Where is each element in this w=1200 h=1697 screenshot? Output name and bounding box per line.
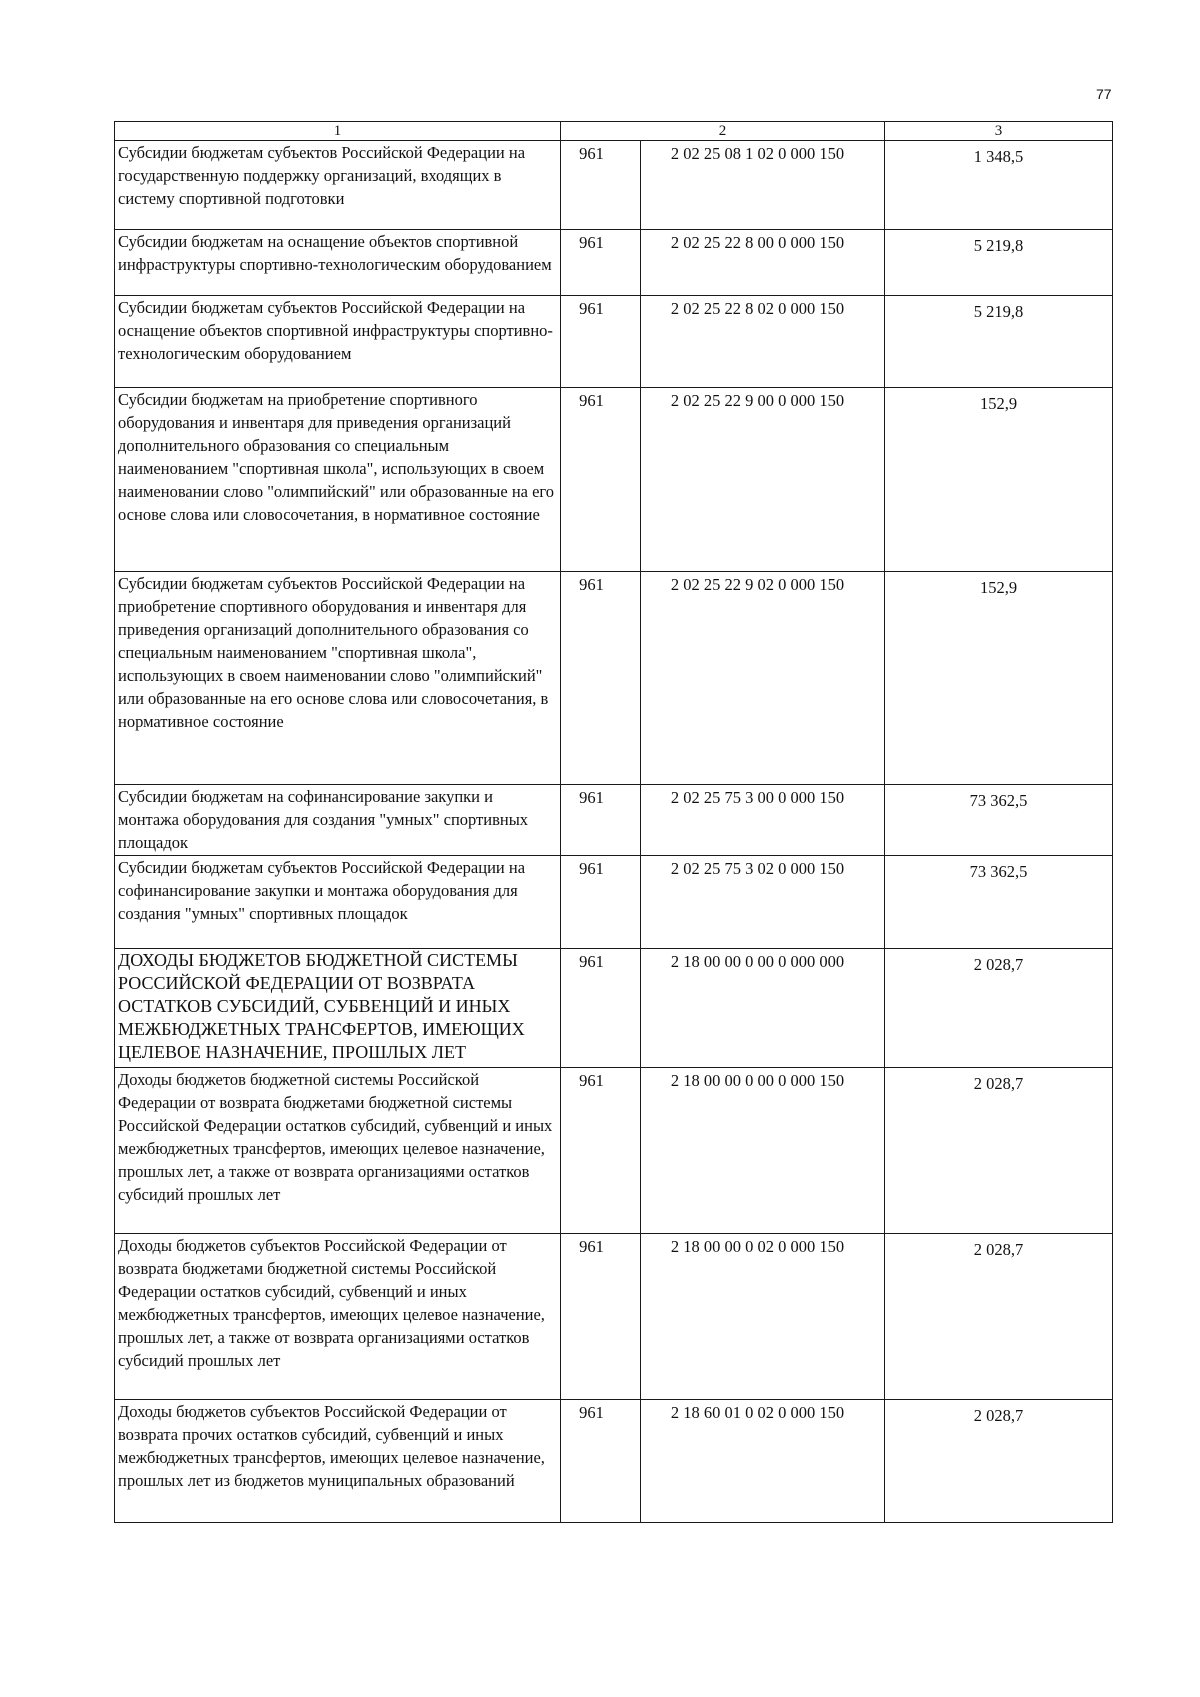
budget-code-cell: 2 18 00 00 0 00 0 000 150	[641, 1068, 885, 1234]
budget-revenue-table	[114, 121, 1113, 1523]
amount-cell: 2 028,7	[885, 1068, 1113, 1234]
budget-code-cell: 2 02 25 75 3 02 0 000 150	[641, 856, 885, 949]
budget-code-cell: 2 18 00 00 0 00 0 000 000	[641, 949, 885, 1068]
amount-cell: 152,9	[885, 572, 1113, 785]
admin-code-cell: 961	[561, 1400, 641, 1523]
admin-code-cell: 961	[561, 572, 641, 785]
amount-cell: 2 028,7	[885, 1234, 1113, 1400]
column-header-3: 3	[885, 122, 1113, 141]
budget-code-cell: 2 02 25 22 9 02 0 000 150	[641, 572, 885, 785]
budget-code-cell: 2 02 25 75 3 00 0 000 150	[641, 785, 885, 856]
budget-code-cell: 2 18 60 01 0 02 0 000 150	[641, 1400, 885, 1523]
admin-code-cell: 961	[561, 785, 641, 856]
budget-code-cell: 2 02 25 22 8 02 0 000 150	[641, 296, 885, 388]
table-row	[115, 785, 1113, 856]
table-header-row	[115, 122, 1113, 141]
table-row	[115, 1400, 1113, 1523]
budget-code-cell: 2 02 25 22 9 00 0 000 150	[641, 388, 885, 572]
table-row	[115, 230, 1113, 296]
revenue-name-cell: Субсидии бюджетам субъектов Российской Федерации на государственную поддержку организаций, входящих в систему спортивной подготовки	[115, 141, 561, 230]
table-row	[115, 388, 1113, 572]
admin-code-cell: 961	[561, 1068, 641, 1234]
table-row	[115, 296, 1113, 388]
table-row	[115, 1234, 1113, 1400]
table-row	[115, 1068, 1113, 1234]
revenue-name-cell: Субсидии бюджетам субъектов Российской Федерации на приобретение спортивного оборудования и инвентаря для приведения организаций дополнительного образования со специальным наименованием "спортивная школа", использующих в своем наименовании слово "олимпийский" или образованные на его основе слова или словосочетания, в нормативное состояние	[115, 572, 561, 785]
revenue-name-cell: Доходы бюджетов субъектов Российской Федерации от возврата бюджетами бюджетной системы Российской Федерации остатков субсидий, субвенций и иных межбюджетных трансфертов, имеющих целевое назначение, прошлых лет, а также от возврата организациями остатков субсидий прошлых лет	[115, 1234, 561, 1400]
admin-code-cell: 961	[561, 1234, 641, 1400]
table-row	[115, 141, 1113, 230]
admin-code-cell: 961	[561, 949, 641, 1068]
revenue-name-cell: Субсидии бюджетам субъектов Российской Федерации на софинансирование закупки и монтажа оборудования для создания "умных" спортивных площадок	[115, 856, 561, 949]
column-header-1: 1	[115, 122, 561, 141]
table-row	[115, 949, 1113, 1068]
revenue-name-cell: Субсидии бюджетам на оснащение объектов спортивной инфраструктуры спортивно-технологическим оборудованием	[115, 230, 561, 296]
admin-code-cell: 961	[561, 230, 641, 296]
table-row	[115, 572, 1113, 785]
budget-code-cell: 2 02 25 22 8 00 0 000 150	[641, 230, 885, 296]
amount-cell: 5 219,8	[885, 296, 1113, 388]
amount-cell: 73 362,5	[885, 785, 1113, 856]
table-row	[115, 856, 1113, 949]
revenue-name-cell: Доходы бюджетов субъектов Российской Федерации от возврата прочих остатков субсидий, субвенций и иных межбюджетных трансфертов, имеющих целевое назначение, прошлых лет из бюджетов муниципальных образований	[115, 1400, 561, 1523]
admin-code-cell: 961	[561, 856, 641, 949]
revenue-name-cell: Субсидии бюджетам субъектов Российской Федерации на оснащение объектов спортивной инфраструктуры спортивно-технологическим оборудованием	[115, 296, 561, 388]
admin-code-cell: 961	[561, 296, 641, 388]
revenue-name-cell: Доходы бюджетов бюджетной системы Российской Федерации от возврата бюджетами бюджетной системы Российской Федерации остатков субсидий, субвенций и иных межбюджетных трансфертов, имеющих целевое назначение, прошлых лет, а также от возврата организациями остатков субсидий прошлых лет	[115, 1068, 561, 1234]
amount-cell: 73 362,5	[885, 856, 1113, 949]
budget-code-cell: 2 18 00 00 0 02 0 000 150	[641, 1234, 885, 1400]
amount-cell: 2 028,7	[885, 949, 1113, 1068]
amount-cell: 152,9	[885, 388, 1113, 572]
budget-code-cell: 2 02 25 08 1 02 0 000 150	[641, 141, 885, 230]
revenue-name-cell: Субсидии бюджетам на приобретение спортивного оборудования и инвентаря для приведения организаций дополнительного образования со специальным наименованием "спортивная школа", использующих в своем наименовании слово "олимпийский" или образованные на его основе слова или словосочетания, в нормативное состояние	[115, 388, 561, 572]
admin-code-cell: 961	[561, 141, 641, 230]
admin-code-cell: 961	[561, 388, 641, 572]
amount-cell: 5 219,8	[885, 230, 1113, 296]
revenue-name-cell: ДОХОДЫ БЮДЖЕТОВ БЮДЖЕТНОЙ СИСТЕМЫ РОССИЙСКОЙ ФЕДЕРАЦИИ ОТ ВОЗВРАТА ОСТАТКОВ СУБСИДИЙ, СУБВЕНЦИЙ И ИНЫХ МЕЖБЮДЖЕТНЫХ ТРАНСФЕРТОВ, ИМЕЮЩИХ ЦЕЛЕВОЕ НАЗНАЧЕНИЕ, ПРОШЛЫХ ЛЕТ	[115, 949, 561, 1068]
revenue-name-cell: Субсидии бюджетам на софинансирование закупки и монтажа оборудования для создания "умных" спортивных площадок	[115, 785, 561, 856]
amount-cell: 2 028,7	[885, 1400, 1113, 1523]
amount-cell: 1 348,5	[885, 141, 1113, 230]
page-number: 77	[1096, 86, 1112, 102]
column-header-2: 2	[561, 122, 885, 141]
